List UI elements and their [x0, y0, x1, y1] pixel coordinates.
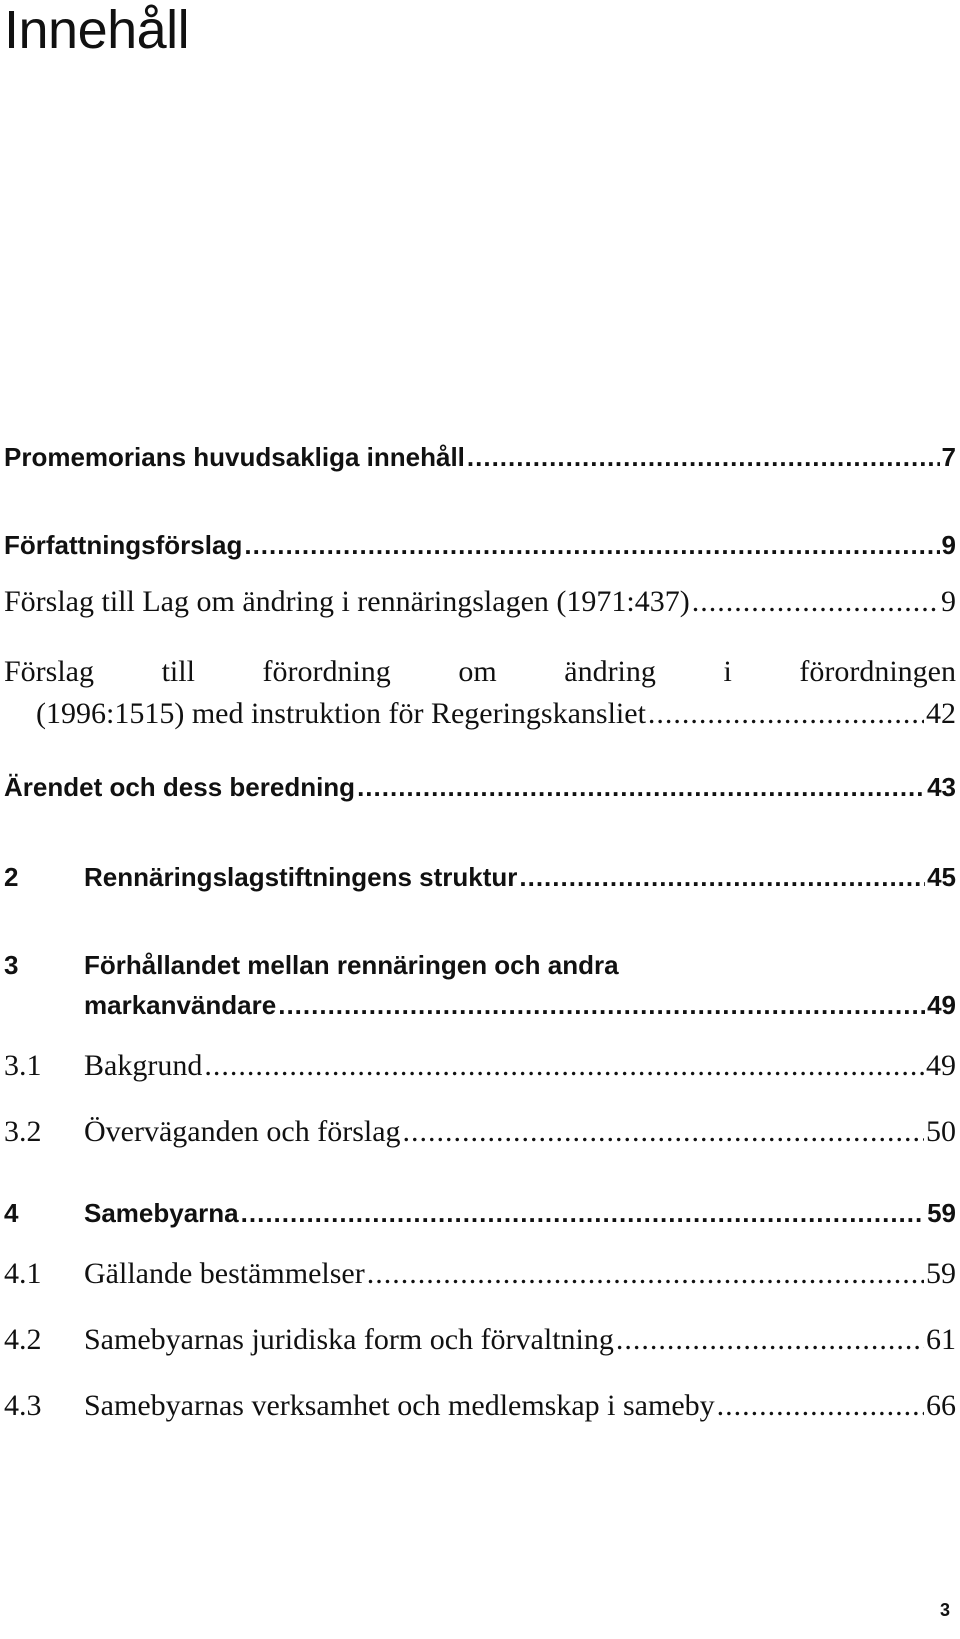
- toc-entry-number: 3.1: [4, 1049, 42, 1082]
- toc-entry-label: Ärendet och dess beredning: [4, 772, 356, 802]
- toc-entry-page: 66: [926, 1389, 956, 1422]
- toc-entry-number: 2: [4, 862, 19, 892]
- toc-entry[interactable]: [4, 1048, 956, 1084]
- toc-entry-page: 43: [927, 772, 956, 802]
- toc-entry-label: Rennäringslagstiftningens struktur: [84, 862, 518, 892]
- toc-entry-label: Gällande bestämmelser: [84, 1257, 365, 1290]
- toc-entry-label: Författningsförslag: [4, 530, 243, 560]
- toc-entry-label: Samebyarnas verksamhet och medlemskap i sameby: [84, 1389, 715, 1422]
- toc-entry-page: 49: [927, 990, 956, 1020]
- toc-entry-label: Överväganden och förslag: [84, 1115, 401, 1148]
- toc-leader: [367, 1256, 924, 1292]
- toc-leader: [244, 528, 939, 562]
- toc-entry-page: 50: [926, 1115, 956, 1148]
- toc-entry-number: 4: [4, 1198, 19, 1228]
- toc-leader: [357, 770, 925, 804]
- toc-entry-label-line1: Förslag till förordning om ändring i förordningen: [4, 655, 956, 688]
- toc-entry-label: Promemorians huvudsakliga innehåll: [4, 442, 465, 472]
- toc-entry-label: Förslag till Lag om ändring i rennäringslagen (1971:437): [4, 585, 690, 618]
- toc-leader: [278, 988, 925, 1022]
- toc-entry-number: 3.2: [4, 1115, 42, 1148]
- toc-entry-label-line2: (1996:1515) med instruktion för Regeringskansliet: [36, 697, 646, 730]
- toc-entry[interactable]: [4, 1388, 956, 1424]
- toc-leader: [204, 1048, 924, 1084]
- toc-leader: [692, 584, 939, 620]
- toc-entry-label-line1: Förhållandet mellan rennäringen och andra: [84, 950, 619, 980]
- toc-entry[interactable]: [4, 584, 956, 620]
- toc-entry[interactable]: [4, 654, 956, 732]
- toc-entry-page: 59: [927, 1198, 956, 1228]
- toc-entry[interactable]: [4, 770, 956, 804]
- toc-entry-number: 3: [4, 950, 19, 980]
- toc-leader: [616, 1322, 924, 1358]
- toc-leader: [241, 1196, 925, 1230]
- toc-entry-page: 59: [926, 1257, 956, 1290]
- toc-leader: [403, 1114, 924, 1150]
- toc-entry-label: Samebyarnas juridiska form och förvaltning: [84, 1323, 614, 1356]
- toc-entry-label: Bakgrund: [84, 1049, 203, 1082]
- toc-entry[interactable]: [4, 1196, 956, 1230]
- toc-entry[interactable]: [4, 1114, 956, 1150]
- toc-entry[interactable]: [4, 528, 956, 562]
- toc-entry-page: 9: [941, 585, 956, 618]
- toc-entry-page: 45: [927, 862, 956, 892]
- toc-entry-number: 4.3: [4, 1389, 42, 1422]
- toc-leader: [467, 440, 940, 474]
- toc-entry-label-line2: markanvändare: [84, 990, 277, 1020]
- toc-entry[interactable]: [4, 1322, 956, 1358]
- page-number: 3: [939, 1600, 950, 1620]
- page-title: Innehåll: [4, 0, 190, 60]
- toc-entry[interactable]: [4, 440, 956, 474]
- toc-entry-page: 49: [926, 1049, 956, 1082]
- toc-entry-page: 7: [941, 442, 956, 472]
- toc-entry-page: 9: [941, 530, 956, 560]
- toc-entry[interactable]: [4, 860, 956, 894]
- toc-entry-number: 4.1: [4, 1257, 42, 1290]
- toc-entry[interactable]: [4, 1256, 956, 1292]
- toc-entry-label: Samebyarna: [84, 1198, 239, 1228]
- toc-leader: [648, 696, 924, 732]
- toc-entry-number: 4.2: [4, 1323, 42, 1356]
- toc-entry-page: 61: [926, 1323, 956, 1356]
- toc-leader: [519, 860, 925, 894]
- toc-entry-page: 42: [926, 697, 956, 730]
- toc-leader: [717, 1388, 924, 1424]
- toc-entry[interactable]: [4, 948, 956, 1022]
